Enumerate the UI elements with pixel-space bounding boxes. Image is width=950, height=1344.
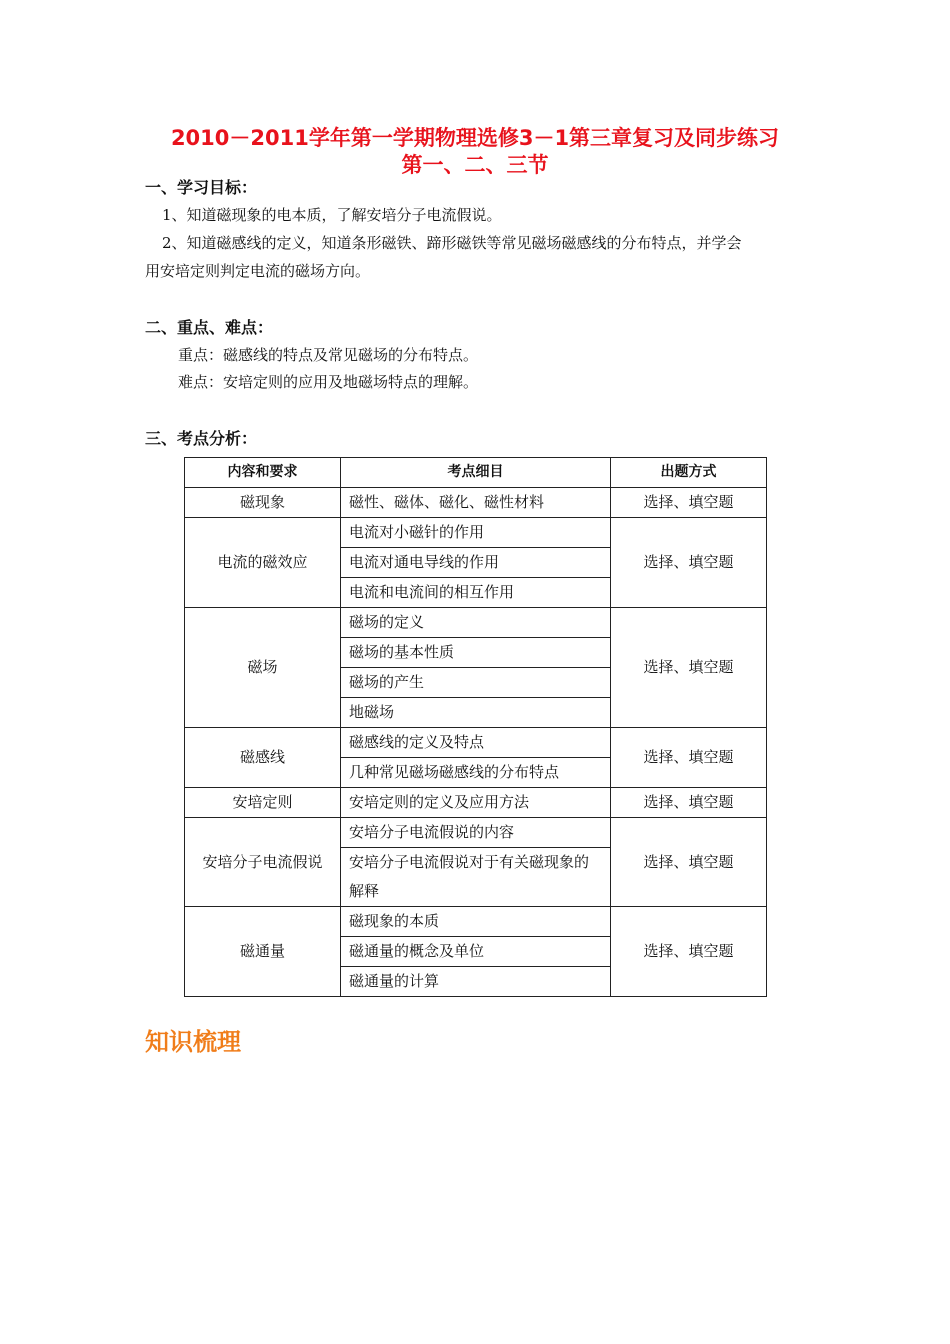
detail-cell: 电流和电流间的相互作用 bbox=[341, 578, 611, 608]
detail-cell: 电流对通电导线的作用 bbox=[341, 548, 611, 578]
objective-2-cont: 用安培定则判定电流的磁场方向。 bbox=[145, 262, 371, 280]
table-row bbox=[185, 518, 767, 548]
detail-cell: 地磁场 bbox=[341, 698, 611, 728]
detail-cell: 磁通量的计算 bbox=[341, 967, 611, 997]
objective-1: 1、知道磁现象的电本质，了解安培分子电流假说。 bbox=[162, 206, 502, 224]
detail-cell: 磁场的产生 bbox=[341, 668, 611, 698]
document-title-line1: 2010－2011学年第一学期物理选修3－1第三章复习及同步练习 bbox=[170, 126, 780, 150]
difficult-point: 难点：安培定则的应用及地磁场特点的理解。 bbox=[178, 373, 479, 391]
detail-cell: 磁场的基本性质 bbox=[341, 638, 611, 668]
table-row bbox=[185, 788, 767, 818]
section2-heading: 二、重点、难点： bbox=[145, 318, 274, 337]
table-row bbox=[185, 818, 767, 848]
detail-cell: 几种常见磁场磁感线的分布特点 bbox=[341, 758, 611, 788]
content-cell: 安培定则 bbox=[185, 788, 341, 818]
header-mode: 出题方式 bbox=[611, 458, 767, 488]
table-row bbox=[185, 728, 767, 758]
header-details: 考点细目 bbox=[341, 458, 611, 488]
content-cell: 磁通量 bbox=[185, 907, 341, 997]
content-cell: 安培分子电流假说 bbox=[185, 818, 341, 907]
section1-heading: 一、学习目标： bbox=[145, 178, 258, 197]
mode-cell: 选择、填空题 bbox=[611, 788, 767, 818]
detail-cell: 磁场的定义 bbox=[341, 608, 611, 638]
mode-cell: 选择、填空题 bbox=[611, 518, 767, 608]
header-content: 内容和要求 bbox=[185, 458, 341, 488]
section3-heading: 三、考点分析： bbox=[145, 429, 258, 448]
table-row bbox=[185, 608, 767, 638]
mode-cell: 选择、填空题 bbox=[611, 488, 767, 518]
detail-cell: 磁现象的本质 bbox=[341, 907, 611, 937]
table-row bbox=[185, 907, 767, 937]
table-row bbox=[185, 488, 767, 518]
key-point: 重点：磁感线的特点及常见磁场的分布特点。 bbox=[178, 346, 479, 364]
content-cell: 磁感线 bbox=[185, 728, 341, 788]
knowledge-heading: 知识梳理 bbox=[145, 1028, 241, 1056]
table-header-row bbox=[185, 458, 767, 488]
content-cell: 磁场 bbox=[185, 608, 341, 728]
detail-cell: 电流对小磁针的作用 bbox=[341, 518, 611, 548]
detail-cell: 磁性、磁体、磁化、磁性材料 bbox=[341, 488, 611, 518]
detail-cell: 安培定则的定义及应用方法 bbox=[341, 788, 611, 818]
mode-cell: 选择、填空题 bbox=[611, 728, 767, 788]
objective-2: 2、知道磁感线的定义，知道条形磁铁、蹄形磁铁等常见磁场磁感线的分布特点，并学会 bbox=[162, 234, 742, 252]
mode-cell: 选择、填空题 bbox=[611, 907, 767, 997]
content-cell: 电流的磁效应 bbox=[185, 518, 341, 608]
mode-cell: 选择、填空题 bbox=[611, 818, 767, 907]
mode-cell: 选择、填空题 bbox=[611, 608, 767, 728]
detail-cell: 安培分子电流假说的内容 bbox=[341, 818, 611, 848]
detail-cell: 安培分子电流假说对于有关磁现象的解释 bbox=[341, 848, 611, 907]
exam-points-table bbox=[184, 457, 767, 997]
content-cell: 磁现象 bbox=[185, 488, 341, 518]
detail-cell: 磁通量的概念及单位 bbox=[341, 937, 611, 967]
detail-cell: 磁感线的定义及特点 bbox=[341, 728, 611, 758]
document-title-line2: 第一、二、三节 bbox=[401, 153, 549, 177]
